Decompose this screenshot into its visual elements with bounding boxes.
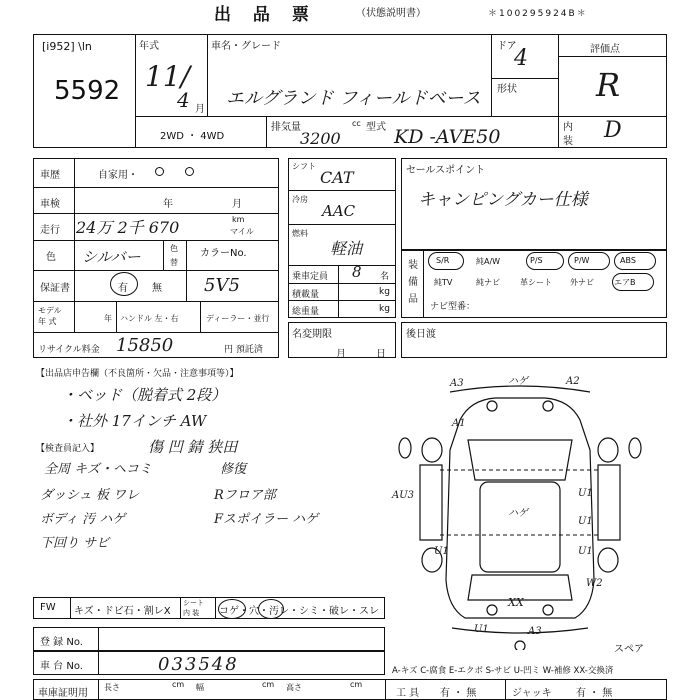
cert-width: 幅 (196, 683, 204, 692)
history-label: 車歴 (40, 170, 60, 181)
equipment-label-2: 備 (408, 277, 418, 288)
color-no-value: 5V5 (204, 275, 240, 296)
year-value: 11/ (145, 60, 191, 93)
capacity-value: 8 (352, 263, 362, 281)
equip-abs: ABS (620, 256, 636, 265)
period-day: 日 (376, 349, 386, 360)
cert-length: 長さ (104, 683, 120, 692)
fuel-value: 軽油 (330, 239, 363, 258)
color-change-2: 替 (170, 258, 178, 267)
inspector-right-2: Rフロア部 (214, 488, 276, 503)
jack-label: ジャッキ (512, 688, 552, 699)
ac-value: AAC (322, 202, 356, 220)
door-value: 4 (514, 46, 528, 71)
month-suffix: 月 (195, 104, 205, 115)
fw-label: FW (40, 602, 56, 613)
jack-value: 有 ・ 無 (576, 688, 613, 699)
tools-label: 工 具 (396, 688, 420, 699)
seat-label-1: シート (183, 599, 204, 607)
equipment-label-3: 品 (408, 294, 418, 305)
door-label: ドア (497, 41, 517, 52)
equip-airbag: エアB (614, 278, 636, 287)
mark-au3: AU3 (392, 490, 415, 501)
equip-leather: 革シート (520, 278, 552, 287)
mileage-value: 24万 2千 670 (76, 218, 180, 237)
tools-value: 有 ・ 無 (440, 688, 477, 699)
navi-label: ナビ型番： (430, 302, 476, 312)
mark-u1-d: U1 (434, 546, 449, 557)
warranty-no: 無 (152, 283, 162, 294)
recycle-suffix: 円 預託済 (224, 345, 263, 355)
inspection-year: 年 (163, 199, 173, 210)
period-month: 月 (336, 349, 346, 360)
serial-number: ＊100295924B＊ (488, 9, 588, 19)
equipment-label-1: 装 (408, 260, 418, 271)
equip-extnavi: 外ナビ (570, 278, 594, 287)
inspector-line-2: ダッシュ 板 ワレ (40, 488, 140, 503)
lot-tag: [i952] \ln (42, 40, 92, 53)
equip-pw: P/W (574, 256, 590, 265)
dealer-label: ディーラー・並行 (206, 314, 270, 323)
mark-w2: W2 (586, 578, 603, 589)
ac-label: 冷房 (292, 195, 308, 204)
inspector-right-1: 修復 (220, 462, 247, 477)
mileage-label: 走行 (40, 225, 60, 236)
displacement-value: 3200 (300, 129, 341, 148)
load-unit: kg (379, 287, 390, 297)
recycle-label: リサイクル料金 (38, 345, 100, 355)
lot-number: 5592 (54, 76, 121, 106)
sales-label: セールスポイント (406, 165, 486, 176)
mark-a3-bottom: A3 (528, 626, 542, 637)
type-label: 型式 (366, 122, 386, 133)
capacity-unit: 名 (380, 272, 390, 282)
capacity-label: 乗車定員 (292, 272, 329, 282)
chassis-label: 車 台 No. (40, 661, 83, 672)
cert-label: 車庫証明用 (38, 688, 88, 699)
equip-navi: 純ナビ (476, 278, 500, 287)
color-label: 色 (46, 252, 56, 263)
mileage-unit-mile: マイル (230, 227, 254, 236)
mileage-unit-km: km (232, 215, 245, 224)
displacement-label: 排気量 (271, 122, 301, 133)
weight-label: 総重量 (292, 307, 320, 317)
page-title: 出 品 票 (214, 5, 317, 25)
reg-label: 登 録 No. (40, 637, 83, 648)
inspection-month: 月 (232, 199, 242, 210)
mark-hage-top: ハゲ (508, 376, 528, 387)
inspector-line-1: 全周 キズ・ヘコミ (44, 462, 152, 477)
shift-value: CAT (320, 168, 354, 187)
model-year-label-1: モデル (38, 306, 62, 315)
grade-value: R (596, 66, 621, 104)
shift-label: シフト (292, 162, 316, 171)
dealer-notes-label: 【出品店申告欄（不良箇所・欠品・注意事項等）】 (36, 369, 239, 379)
weight-unit: kg (379, 304, 390, 314)
handle-label: ハンドル 左・右 (120, 314, 179, 323)
interior-value: D (604, 118, 622, 143)
equip-sr: S/R (436, 256, 450, 265)
year-label: 年式 (139, 41, 159, 52)
model-year-suffix: 年 (104, 314, 112, 323)
history-value: 自家用・ (98, 170, 138, 181)
drive-label: 2WD ・ 4WD (160, 131, 225, 142)
grade-label: 評価点 (590, 44, 620, 55)
color-no-label: カラーNo. (200, 248, 247, 259)
mark-xx: XX (508, 596, 524, 609)
chassis-value: 033548 (158, 654, 239, 675)
warranty-label: 保証書 (40, 283, 70, 294)
inspector-label: 【検査員記入】 (36, 444, 100, 454)
cert-height-unit: cm (350, 680, 363, 689)
inspector-line-3: ボディ 汚 ハゲ (40, 512, 126, 527)
mark-u1-b: U1 (578, 516, 593, 527)
displacement-unit: cc (352, 119, 361, 128)
warranty-yes: 有 (118, 283, 128, 294)
color-value: シルバー (82, 248, 141, 266)
fw-text: キズ・ドビ石・割レX (74, 606, 171, 617)
inspector-marks: 傷 凹 錆 狭田 (148, 438, 238, 456)
seat-text: コゲ・穴・汚レ・シミ・破レ・スレ (219, 606, 379, 617)
model-value: エルグランド フィールドベース (226, 88, 481, 109)
color-change-1: 色 (170, 244, 178, 253)
sales-value: キャンピングカー仕様 (418, 190, 588, 210)
inspection-label: 車検 (40, 199, 60, 210)
dealer-note-2: ・社外 17インチ AW (62, 412, 207, 430)
mark-a1: A1 (452, 418, 466, 429)
mark-u1-e: U1 (474, 624, 489, 635)
page-subtitle: （状態説明書） (356, 8, 426, 19)
type-value: KD -AVE50 (394, 126, 501, 148)
model-year-label-2: 年 式 (38, 317, 57, 326)
mark-a3-top: A3 (450, 378, 464, 389)
interior-label-1: 内 (563, 122, 573, 133)
interior-label-2: 装 (563, 136, 573, 147)
mark-u1-a: U1 (578, 488, 593, 499)
inspector-right-3: Fスポイラー ハゲ (214, 512, 319, 527)
reg-row (33, 627, 385, 651)
rear-section (401, 322, 667, 358)
spare-label: スペア (614, 644, 644, 655)
mark-hage-mid: ハゲ (508, 508, 528, 519)
equip-aw: 純A/W (476, 257, 501, 266)
cert-length-unit: cm (172, 680, 185, 689)
legend-text: A-キズ C-腐食 E-エクボ S-サビ U-凹ミ W-補修 XX-交換済 (392, 666, 614, 676)
mark-u1-c: U1 (578, 546, 593, 557)
model-label: 車名・グレード (211, 41, 281, 52)
cert-height: 高さ (286, 683, 302, 692)
equip-tv: 純TV (434, 278, 453, 287)
rear-label: 後日渡 (406, 329, 436, 340)
load-label: 積載量 (292, 290, 320, 300)
period-label: 名変期限 (292, 329, 332, 340)
recycle-value: 15850 (116, 335, 174, 356)
shape-label: 形状 (497, 84, 517, 95)
fuel-label: 燃料 (292, 229, 308, 238)
inspector-line-4: 下回り サビ (40, 536, 110, 551)
equip-ps: P/S (530, 256, 543, 265)
dealer-note-1: ・ベッド（脱着式 2段） (62, 386, 227, 404)
mark-a2: A2 (566, 376, 580, 387)
month-value: 4 (177, 88, 190, 112)
cert-width-unit: cm (262, 680, 275, 689)
seat-label-2: 内 装 (183, 609, 200, 617)
